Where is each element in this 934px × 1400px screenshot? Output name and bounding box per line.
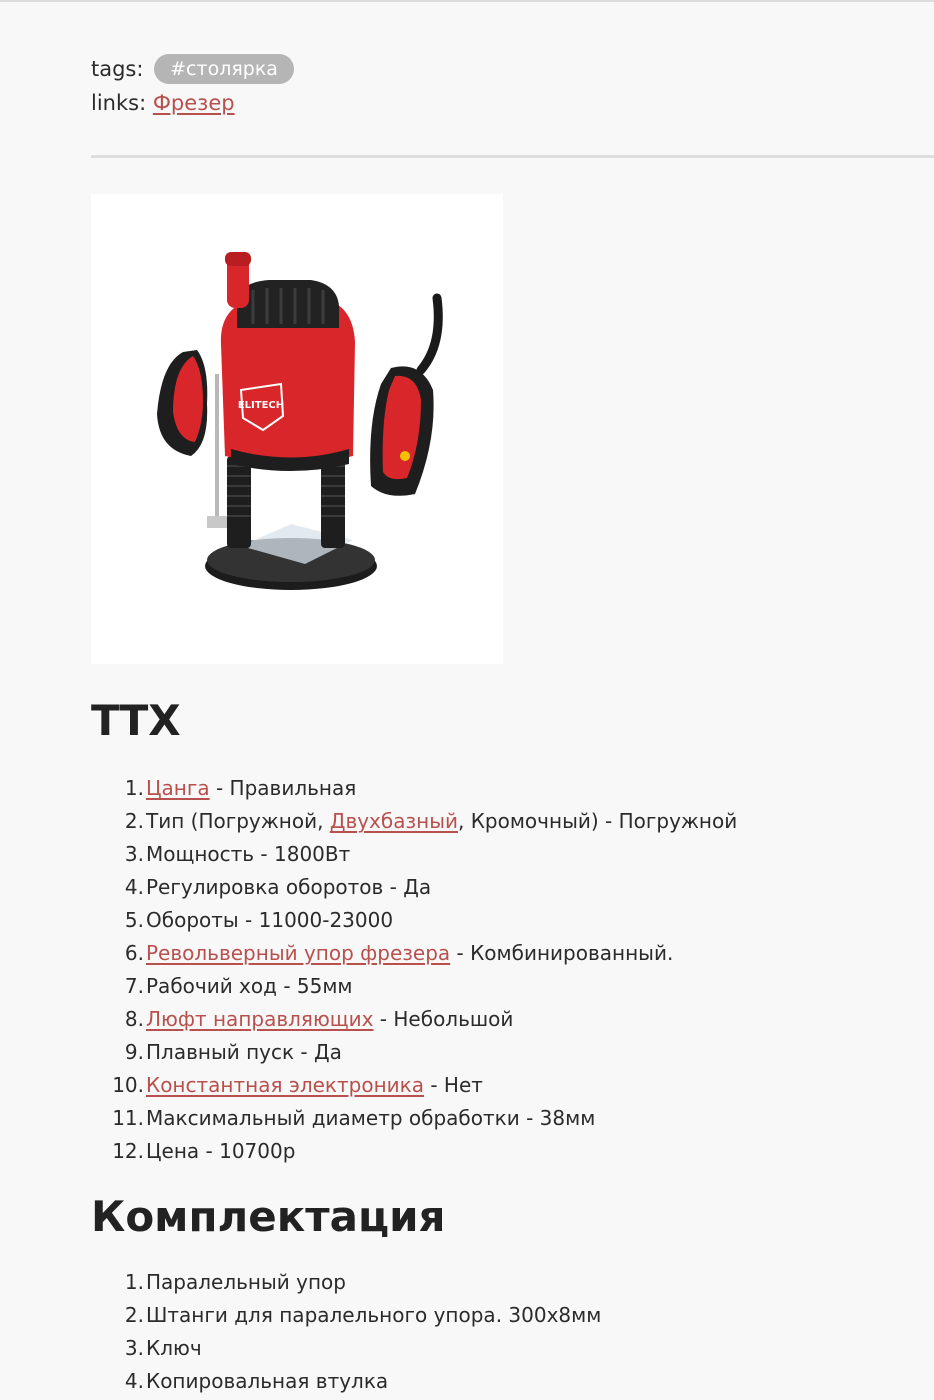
list-item-text: Тип (Погружной, [146, 809, 330, 833]
product-image [91, 194, 503, 664]
list-item-text: - Правильная [209, 776, 357, 800]
list-item [91, 970, 934, 1003]
list-item-text: - Комбинированный. [450, 941, 674, 965]
list-number: 2. [124, 1303, 144, 1327]
list-item [91, 1299, 934, 1332]
specs-heading: ТТХ [91, 696, 181, 745]
links-label: links: [91, 91, 147, 115]
specs-list [91, 772, 934, 1168]
list-number: 4. [124, 1369, 144, 1393]
list-item [91, 772, 934, 805]
list-number: 8. [124, 1007, 144, 1031]
tags-row [91, 54, 294, 84]
list-item-text: Регулировка оборотов - Да [146, 875, 432, 899]
list-item [91, 1036, 934, 1069]
kit-list [91, 1266, 934, 1398]
list-item-text: Максимальный диаметр обработки - 38мм [146, 1106, 596, 1130]
list-item-link[interactable]: Револьверный упор фрезера [146, 941, 451, 965]
list-item-link[interactable]: Константная электроника [146, 1073, 424, 1097]
list-item-text: - Небольшой [373, 1007, 514, 1031]
list-number: 3. [124, 1336, 144, 1360]
link-router[interactable]: Фрезер [152, 91, 235, 115]
list-item-text: Копировальная втулка [146, 1369, 389, 1393]
list-number: 4. [124, 875, 144, 899]
list-item [91, 1003, 934, 1036]
list-item [91, 1332, 934, 1365]
list-number: 1. [124, 1270, 144, 1294]
list-item [91, 1135, 934, 1168]
list-number: 2. [124, 809, 144, 833]
list-item [91, 1266, 934, 1299]
list-item-text: Цена - 10700р [146, 1139, 296, 1163]
list-item-text: Паралельный упор [146, 1270, 346, 1294]
list-number: 7. [124, 974, 144, 998]
list-number: 9. [124, 1040, 144, 1064]
list-item [91, 1102, 934, 1135]
list-number: 3. [124, 842, 144, 866]
list-item [91, 1365, 934, 1398]
links-row [91, 88, 235, 118]
list-item [91, 838, 934, 871]
list-item-text: Обороты - 11000-23000 [146, 908, 394, 932]
list-item [91, 904, 934, 937]
divider [91, 155, 934, 158]
list-number: 1. [124, 776, 144, 800]
list-number: 11. [112, 1106, 144, 1130]
list-item-text: Рабочий ход - 55мм [146, 974, 353, 998]
list-number: 5. [124, 908, 144, 932]
list-item-text: Штанги для паралельного упора. 300х8мм [146, 1303, 602, 1327]
list-number: 6. [124, 941, 144, 965]
tags-label: tags: [91, 57, 144, 81]
top-border [0, 0, 934, 2]
tag-pill[interactable]: #столярка [154, 54, 294, 84]
list-item-text: - Нет [424, 1073, 483, 1097]
list-number: 12. [112, 1139, 144, 1163]
list-item-link[interactable]: Люфт направляющих [146, 1007, 374, 1031]
list-item [91, 871, 934, 904]
list-item-text: Ключ [146, 1336, 202, 1360]
kit-heading: Комплектация [91, 1192, 446, 1241]
list-item-link[interactable]: Двухбазный [329, 809, 458, 833]
list-number: 10. [112, 1073, 144, 1097]
list-item-link[interactable]: Цанга [146, 776, 210, 800]
list-item-text: Плавный пуск - Да [146, 1040, 342, 1064]
list-item-text: , Кромочный) - Погружной [458, 809, 738, 833]
list-item [91, 1069, 934, 1102]
list-item [91, 805, 934, 838]
list-item-text: Мощность - 1800Вт [146, 842, 351, 866]
brand-logo: ELITECH [237, 400, 285, 411]
list-item [91, 937, 934, 970]
